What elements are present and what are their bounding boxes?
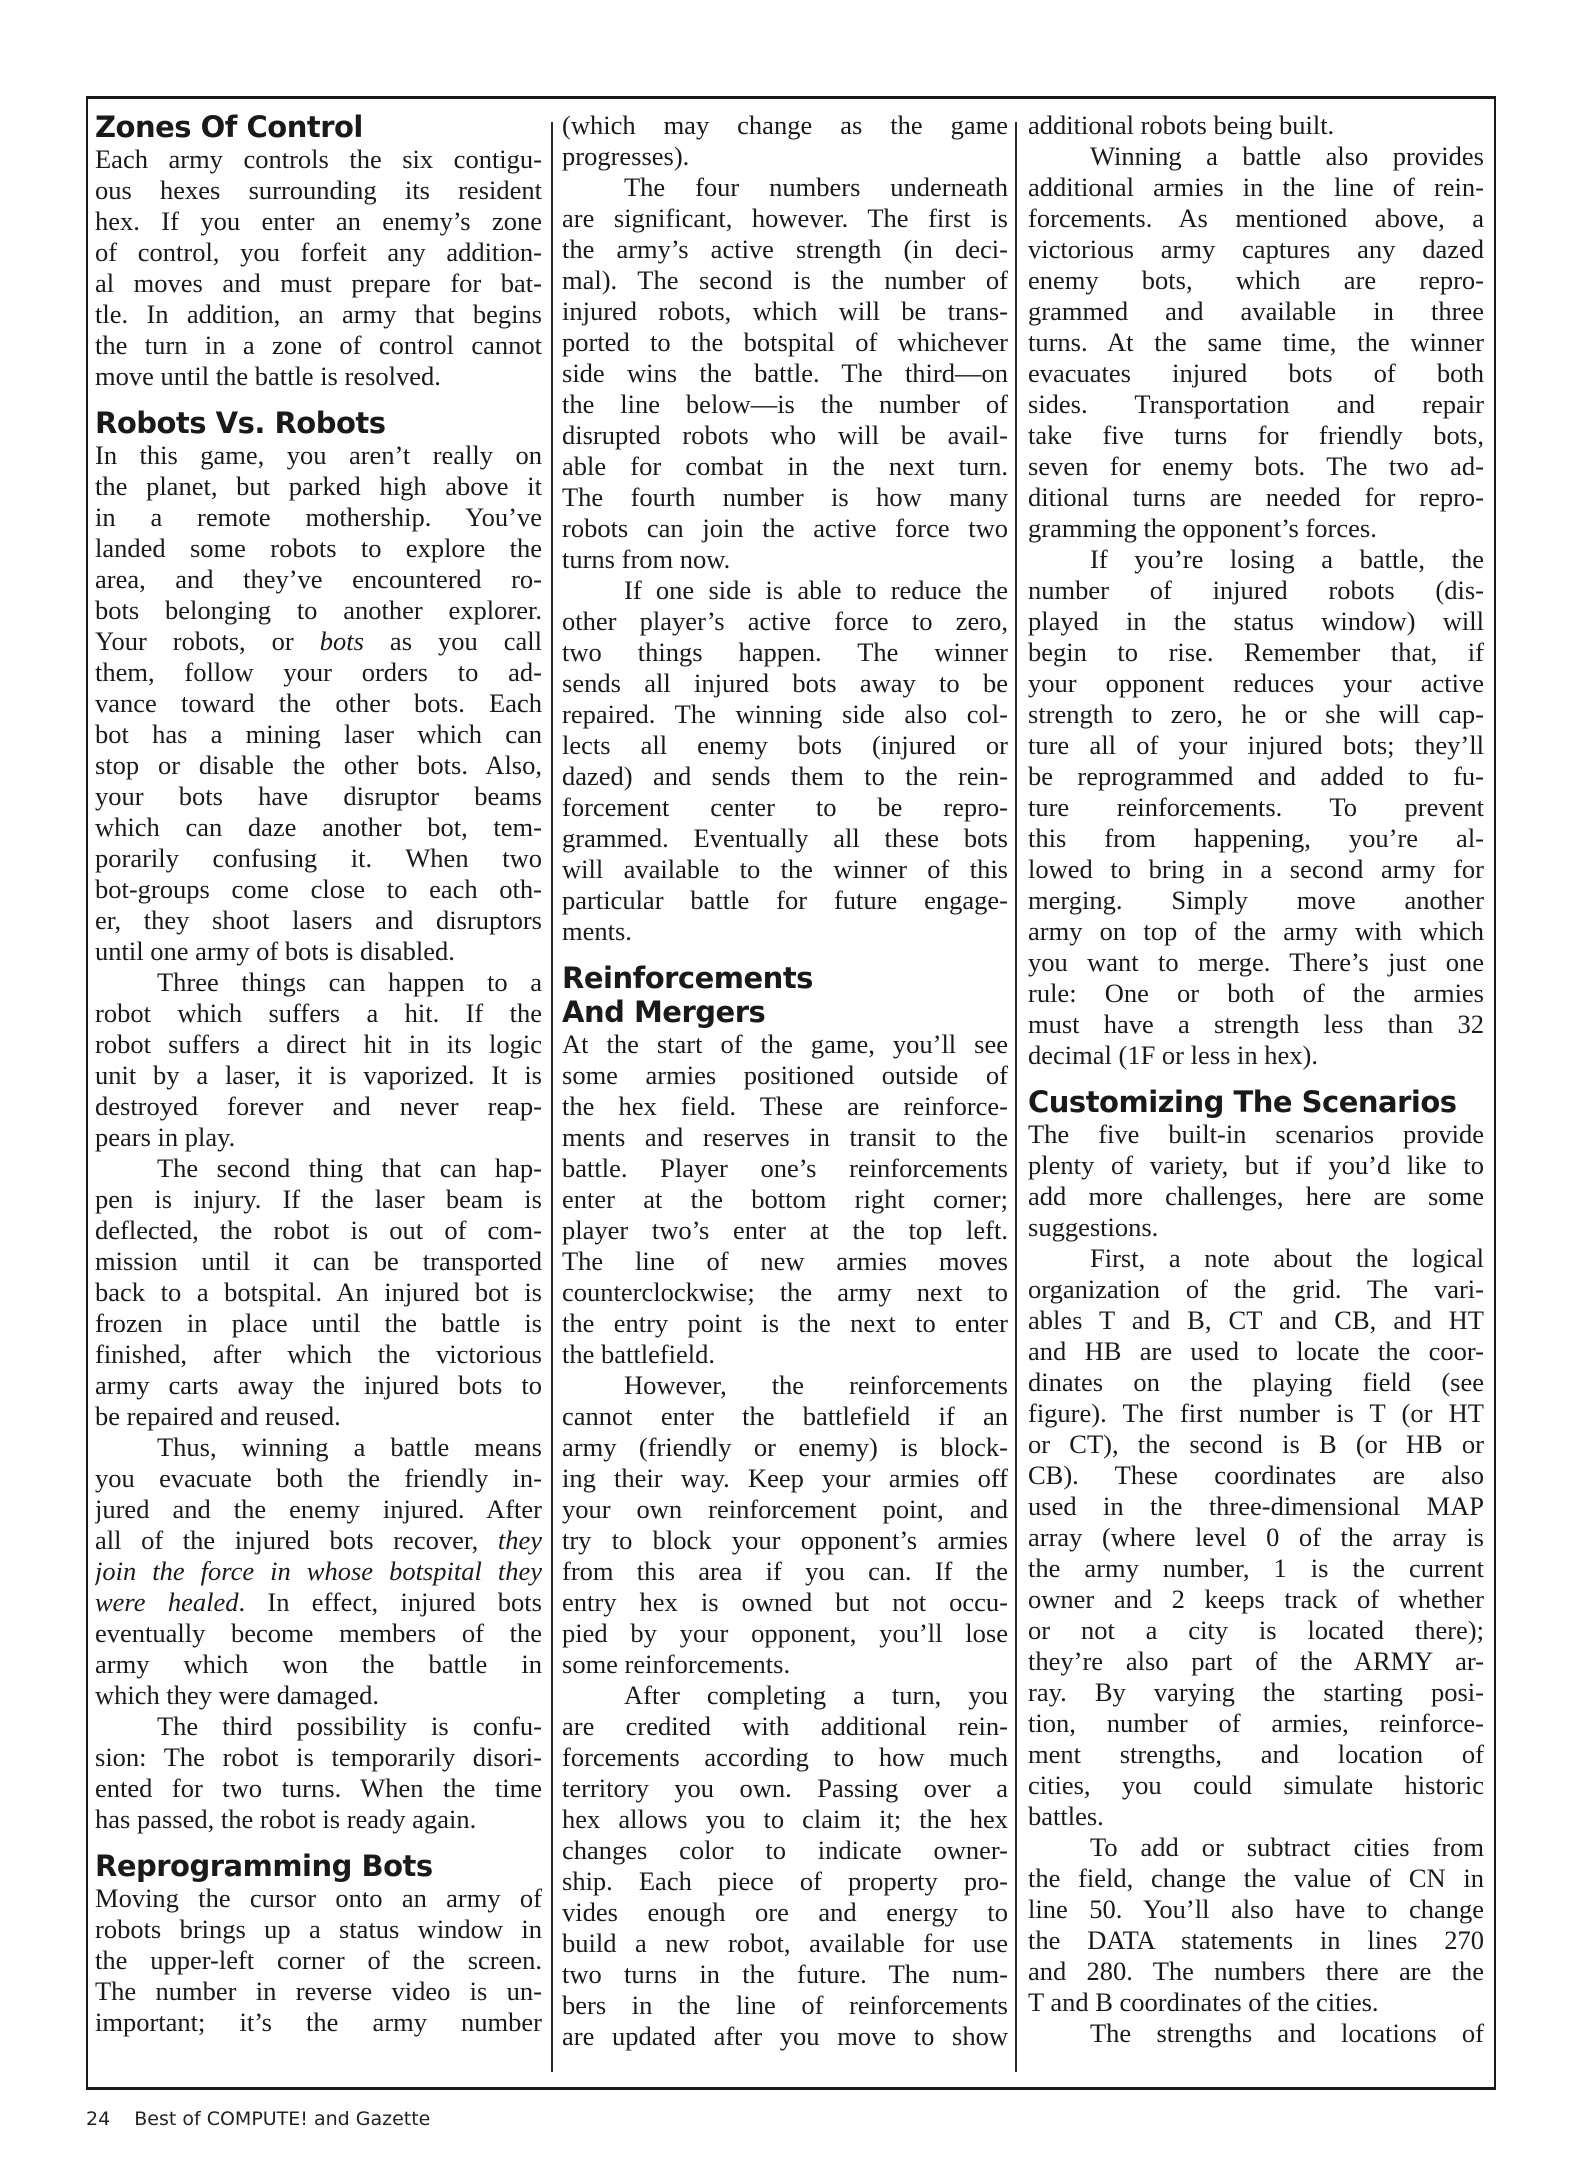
text-line: or CT), the second is B (or HB or — [1028, 1429, 1484, 1459]
page-number: 24 — [86, 2108, 111, 2130]
text-line: enemy bots, which are repro- — [1028, 265, 1484, 295]
text-line: The line of new armies moves — [562, 1246, 1008, 1276]
text-line: must have a strength less than 32 — [1028, 1009, 1484, 1039]
column-2 — [562, 110, 1008, 2052]
paragraph — [562, 1370, 1008, 1680]
text-line: hex allows you to claim it; the hex — [562, 1804, 1008, 1834]
text-line: hex. If you enter an enemy’s zone — [95, 206, 542, 236]
paragraph — [1028, 141, 1484, 544]
text-line: T and B coordinates of the cities. — [1028, 1987, 1379, 2017]
text-line: array (where level 0 of the array is — [1028, 1522, 1484, 1552]
text-line: other player’s active force to zero, — [562, 606, 1008, 636]
text-line: join the force in whose botspital they — [95, 1556, 542, 1586]
text-line: bots belonging to another explorer. — [95, 595, 542, 625]
text-line: robots can join the active force two — [562, 513, 1008, 543]
section-gap — [562, 947, 1008, 961]
text-line: will available to the winner of this — [562, 854, 1008, 884]
text-line: your own reinforcement point, and — [562, 1494, 1008, 1524]
text-line: unit by a laser, it is vaporized. It is — [95, 1060, 542, 1090]
text-line: battle. Player one’s reinforcements — [562, 1153, 1008, 1183]
text-line: the entry point is the next to enter — [562, 1308, 1008, 1338]
text-line: army on top of the army with which — [1028, 916, 1484, 946]
paragraph — [1028, 544, 1484, 1071]
text-line: the hex field. These are reinforce- — [562, 1091, 1008, 1121]
text-line: The second thing that can hap- — [157, 1153, 542, 1183]
paragraph — [562, 1029, 1008, 1370]
text-line: seven for enemy bots. The two ad- — [1028, 451, 1484, 481]
paragraph — [562, 172, 1008, 575]
text-line: The number in reverse video is un- — [95, 1976, 542, 2006]
text-line: or not a city is located there); — [1028, 1615, 1484, 1645]
section-heading: Zones Of Control — [95, 110, 363, 144]
text-line: cities, you could simulate historic — [1028, 1770, 1484, 1800]
text-line: until one army of bots is disabled. — [95, 936, 455, 966]
text-line: the line below—is the number of — [562, 389, 1008, 419]
text-line: Moving the cursor onto an army of — [95, 1883, 542, 1913]
text-line: army which won the battle in — [95, 1649, 542, 1679]
text-line: ship. Each piece of property pro- — [562, 1866, 1008, 1896]
text-line: jured and the enemy injured. After — [95, 1494, 542, 1524]
page-footer — [86, 2108, 430, 2130]
text-line: lowed to bring in a second army for — [1028, 854, 1484, 884]
publication-title: Best of COMPUTE! and Gazette — [134, 2108, 431, 2130]
text-line: are updated after you move to show — [562, 2021, 1008, 2051]
text-line: After completing a turn, you — [624, 1680, 1008, 1710]
text-line: forcement center to be repro- — [562, 792, 1008, 822]
text-line: and HB are used to locate the coor- — [1028, 1336, 1484, 1366]
text-line: landed some robots to explore the — [95, 533, 542, 563]
text-line: number of injured robots (dis- — [1028, 575, 1484, 605]
text-line: the field, change the value of CN in — [1028, 1863, 1484, 1893]
section-gap — [95, 392, 542, 406]
text-line: and 280. The numbers there are the — [1028, 1956, 1484, 1986]
text-line: sion: The robot is temporarily disori- — [95, 1742, 542, 1772]
text-line: army carts away the injured bots to — [95, 1370, 542, 1400]
text-line: dazed) and sends them to the rein- — [562, 761, 1008, 791]
section-heading: And Mergers — [562, 995, 766, 1029]
text-line: lects all enemy bots (injured or — [562, 730, 1008, 760]
text-line: the army’s active strength (in deci- — [562, 234, 1008, 264]
section-heading: Robots Vs. Robots — [95, 406, 386, 440]
paragraph — [95, 967, 542, 1153]
text-line: the battlefield. — [562, 1339, 716, 1369]
text-line: side wins the battle. The third—on — [562, 358, 1008, 388]
text-line: plenty of variety, but if you’d like to — [1028, 1150, 1484, 1180]
text-line: were healed. In effect, injured bots — [95, 1587, 542, 1617]
text-line: ported to the botspital of whichever — [562, 327, 1008, 357]
paragraph — [95, 1432, 542, 1711]
text-line: your bots have disruptor beams — [95, 781, 542, 811]
paragraph — [95, 440, 542, 967]
column-divider-2 — [1015, 122, 1017, 2072]
column-divider-1 — [551, 122, 553, 2072]
text-line: frozen in place until the battle is — [95, 1308, 542, 1338]
section-gap — [1028, 1071, 1484, 1085]
text-line: ables T and B, CT and CB, and HT — [1028, 1305, 1484, 1335]
paragraph — [1028, 1119, 1484, 1243]
text-line: In this game, you aren’t really on — [95, 440, 542, 470]
paragraph — [562, 110, 1008, 172]
text-line: are credited with additional rein- — [562, 1711, 1008, 1741]
text-line: victorious army captures any dazed — [1028, 234, 1484, 264]
text-line: ment strengths, and location of — [1028, 1739, 1484, 1769]
text-line: The strengths and locations of — [1090, 2018, 1484, 2048]
text-line: vance toward the other bots. Each — [95, 688, 542, 718]
text-line: which can daze another bot, tem- — [95, 812, 542, 842]
text-line: al moves and must prepare for bat- — [95, 268, 542, 298]
text-line: forcements according to how much — [562, 1742, 1008, 1772]
text-line: them, follow your orders to ad- — [95, 657, 542, 687]
text-line: particular battle for future engage- — [562, 885, 1008, 915]
text-line: be reprogrammed and added to fu- — [1028, 761, 1484, 791]
text-line: ented for two turns. When the time — [95, 1773, 542, 1803]
text-line: able for combat in the next turn. — [562, 451, 1008, 481]
text-line: be repaired and reused. — [95, 1401, 341, 1431]
text-line: bers in the line of reinforcements — [562, 1990, 1008, 2020]
text-line: played in the status window) will — [1028, 606, 1484, 636]
text-line: territory you own. Passing over a — [562, 1773, 1008, 1803]
text-line: The four numbers underneath — [624, 172, 1008, 202]
text-line: tion, number of armies, reinforce- — [1028, 1708, 1484, 1738]
text-line: pied by your opponent, you’ll lose — [562, 1618, 1008, 1648]
text-line: area, and they’ve encountered ro- — [95, 564, 542, 594]
text-line: used in the three-dimensional MAP — [1028, 1491, 1484, 1521]
text-line: in a remote mothership. You’ve — [95, 502, 542, 532]
text-line: At the start of the game, you’ll see — [562, 1029, 1008, 1059]
text-line: Three things can happen to a — [157, 967, 542, 997]
section-heading: Reprogramming Bots — [95, 1849, 433, 1883]
text-line: from this area if you can. If the — [562, 1556, 1008, 1586]
text-line: Winning a battle also provides — [1090, 141, 1484, 171]
text-line: merging. Simply move another — [1028, 885, 1484, 915]
text-line: ditional turns are needed for repro- — [1028, 482, 1484, 512]
section-gap — [95, 1835, 542, 1849]
text-line: rule: One or both of the armies — [1028, 978, 1484, 1008]
text-line: owner and 2 keeps track of whether — [1028, 1584, 1484, 1614]
text-line: (which may change as the game — [562, 110, 1008, 140]
text-line: organization of the grid. The vari- — [1028, 1274, 1484, 1304]
paragraph — [95, 144, 542, 392]
text-line: porarily confusing it. When two — [95, 843, 542, 873]
text-line: back to a botspital. An injured bot is — [95, 1277, 542, 1307]
text-line: mission until it can be transported — [95, 1246, 542, 1276]
text-line: begin to rise. Remember that, if — [1028, 637, 1484, 667]
text-line: ture reinforcements. To prevent — [1028, 792, 1484, 822]
text-line: your opponent reduces your active — [1028, 668, 1484, 698]
text-line: important; it’s the army number — [95, 2007, 542, 2037]
text-line: has passed, the robot is ready again. — [95, 1804, 477, 1834]
text-line: the planet, but parked high above it — [95, 471, 542, 501]
text-line: gramming the opponent’s forces. — [1028, 513, 1377, 543]
text-line: First, a note about the logical — [1090, 1243, 1484, 1273]
text-line: decimal (1F or less in hex). — [1028, 1040, 1318, 1070]
text-line: ray. By varying the starting posi- — [1028, 1677, 1484, 1707]
text-line: The five built-in scenarios provide — [1028, 1119, 1484, 1149]
paragraph — [562, 575, 1008, 947]
text-line: bot has a mining laser which can — [95, 719, 542, 749]
section-heading: Customizing The Scenarios — [1028, 1085, 1457, 1119]
text-line: cannot enter the battlefield if an — [562, 1401, 1008, 1431]
text-line: destroyed forever and never reap- — [95, 1091, 542, 1121]
text-line: sends all injured bots away to be — [562, 668, 1008, 698]
text-line: army (friendly or enemy) is block- — [562, 1432, 1008, 1462]
text-line: Each army controls the six contigu- — [95, 144, 542, 174]
text-line: stop or disable the other bots. Also, — [95, 750, 542, 780]
text-line: some armies positioned outside of — [562, 1060, 1008, 1090]
text-line: dinates on the playing field (see — [1028, 1367, 1484, 1397]
text-line: all of the injured bots recover, they — [95, 1525, 542, 1555]
text-line: ous hexes surrounding its resident — [95, 175, 542, 205]
text-line: pen is injury. If the laser beam is — [95, 1184, 542, 1214]
text-line: tle. In addition, an army that begins — [95, 299, 542, 329]
text-line: two turns in the future. The num- — [562, 1959, 1008, 1989]
text-line: The third possibility is confu- — [157, 1711, 542, 1741]
paragraph — [1028, 2018, 1484, 2049]
text-line: strength to zero, he or she will cap- — [1028, 699, 1484, 729]
text-line: some reinforcements. — [562, 1649, 791, 1679]
text-line: they’re also part of the ARMY ar- — [1028, 1646, 1484, 1676]
column-1 — [95, 110, 542, 2038]
text-line: suggestions. — [1028, 1212, 1159, 1242]
text-line: this from happening, you’re al- — [1028, 823, 1484, 853]
paragraph — [1028, 1832, 1484, 2018]
text-line: If one side is able to reduce the — [624, 575, 1008, 605]
paragraph — [1028, 110, 1484, 141]
text-line: grammed and available in three — [1028, 296, 1484, 326]
text-line: finished, after which the victorious — [95, 1339, 542, 1369]
text-line: additional robots being built. — [1028, 110, 1335, 140]
text-line: forcements. As mentioned above, a — [1028, 203, 1484, 233]
text-line: injured robots, which will be trans- — [562, 296, 1008, 326]
text-line: you want to merge. There’s just one — [1028, 947, 1484, 977]
text-line: robot which suffers a hit. If the — [95, 998, 542, 1028]
text-line: pears in play. — [95, 1122, 236, 1152]
text-line: To add or subtract cities from — [1090, 1832, 1484, 1862]
text-line: sides. Transportation and repair — [1028, 389, 1484, 419]
text-line: the army number, 1 is the current — [1028, 1553, 1484, 1583]
text-line: which they were damaged. — [95, 1680, 380, 1710]
text-line: build a new robot, available for use — [562, 1928, 1008, 1958]
text-line: of control, you forfeit any addition- — [95, 237, 542, 267]
text-line: move until the battle is resolved. — [95, 361, 441, 391]
text-line: turns. At the same time, the winner — [1028, 327, 1484, 357]
column-3 — [1028, 110, 1484, 2049]
text-line: counterclockwise; the army next to — [562, 1277, 1008, 1307]
text-line: ments. — [562, 916, 632, 946]
text-line: the DATA statements in lines 270 — [1028, 1925, 1484, 1955]
text-line: eventually become members of the — [95, 1618, 542, 1648]
text-line: you evacuate both the friendly in- — [95, 1463, 542, 1493]
text-line: additional armies in the line of rein- — [1028, 172, 1484, 202]
paragraph — [95, 1883, 542, 2038]
text-line: line 50. You’ll also have to change — [1028, 1894, 1484, 1924]
text-line: turns from now. — [562, 544, 731, 574]
text-line: bot-groups come close to each oth- — [95, 874, 542, 904]
text-line: CB). These coordinates are also — [1028, 1460, 1484, 1490]
text-line: figure). The first number is T (or HT — [1028, 1398, 1484, 1428]
text-line: evacuates injured bots of both — [1028, 358, 1484, 388]
text-line: entry hex is owned but not occu- — [562, 1587, 1008, 1617]
text-line: If you’re losing a battle, the — [1090, 544, 1484, 574]
text-line: player two’s enter at the top left. — [562, 1215, 1008, 1245]
text-line: robots brings up a status window in — [95, 1914, 542, 1944]
text-line: repaired. The winning side also col- — [562, 699, 1008, 729]
text-line: take five turns for friendly bots, — [1028, 420, 1484, 450]
text-line: the turn in a zone of control cannot — [95, 330, 542, 360]
text-line: mal). The second is the number of — [562, 265, 1008, 295]
text-line: changes color to indicate owner- — [562, 1835, 1008, 1865]
text-line: disrupted robots who will be avail- — [562, 420, 1008, 450]
paragraph — [1028, 1243, 1484, 1832]
text-line: Thus, winning a battle means — [157, 1432, 542, 1462]
paragraph — [95, 1153, 542, 1432]
text-line: are significant, however. The first is — [562, 203, 1008, 233]
paragraph — [95, 1711, 542, 1835]
text-line: deflected, the robot is out of com- — [95, 1215, 542, 1245]
text-line: the upper-left corner of the screen. — [95, 1945, 542, 1975]
text-line: enter at the bottom right corner; — [562, 1184, 1008, 1214]
text-line: grammed. Eventually all these bots — [562, 823, 1008, 853]
text-line: robot suffers a direct hit in its logic — [95, 1029, 542, 1059]
text-line: progresses). — [562, 141, 690, 171]
text-line: vides enough ore and energy to — [562, 1897, 1008, 1927]
text-line: er, they shoot lasers and disruptors — [95, 905, 542, 935]
section-heading: Reinforcements — [562, 961, 813, 995]
text-line: two things happen. The winner — [562, 637, 1008, 667]
paragraph — [562, 1680, 1008, 2052]
text-line: Your robots, or bots as you call — [95, 626, 542, 656]
text-line: add more challenges, here are some — [1028, 1181, 1484, 1211]
text-line: try to block your opponent’s armies — [562, 1525, 1008, 1555]
text-line: However, the reinforcements — [624, 1370, 1008, 1400]
text-line: ture all of your injured bots; they’ll — [1028, 730, 1484, 760]
text-line: ments and reserves in transit to the — [562, 1122, 1008, 1152]
text-line: The fourth number is how many — [562, 482, 1008, 512]
text-line: battles. — [1028, 1801, 1104, 1831]
text-line: ing their way. Keep your armies off — [562, 1463, 1008, 1493]
